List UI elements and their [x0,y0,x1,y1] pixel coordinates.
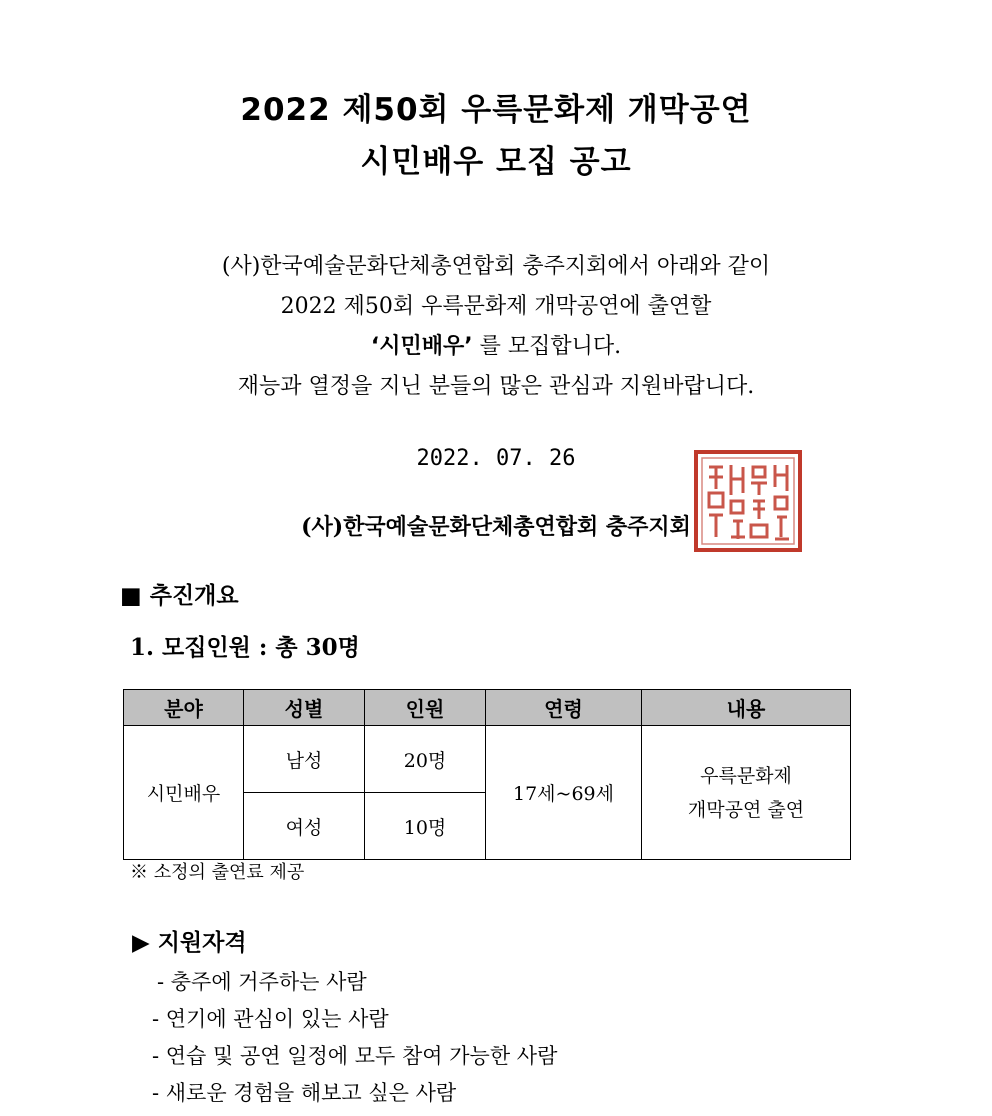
qualification-item: - 충주에 거주하는 사람 [157,970,367,994]
intro-line-1: (사)한국예술문화단체총연합회 충주지회에서 아래와 같이 [221,254,771,279]
notice-date: 2022. 07. 26 [416,446,576,471]
qualification-item: - 연기에 관심이 있는 사람 [152,1007,389,1031]
qualification-item: - 연습 및 공연 일정에 모두 참여 가능한 사람 [152,1044,558,1068]
fee-note: ※ 소정의 출연료 제공 [130,862,305,883]
notice-title-line1: 2022 제50회 우륵문화제 개막공연 [240,92,752,128]
overview-heading: ■ 추진개요 [120,583,239,609]
highlight-citizen-actor: ‘시민배우’ [370,334,473,359]
qualification-heading: ▶ 지원자격 [132,930,247,956]
official-seal-stamp [693,449,803,553]
recruit-count-line: 1. 모집인원 : 총 30명 [130,634,360,661]
table-header-row [124,690,851,726]
cell-content [642,726,851,860]
header-content: 내용 [642,690,851,726]
cell-age: 17세~69세 [486,726,642,860]
intro-line-3 [0,332,992,362]
cell-field: 시민배우 [124,726,244,860]
recruit-table [123,689,851,860]
notice-title-line2: 시민배우 모집 공고 [360,144,632,180]
header-gender: 성별 [244,690,365,726]
table-row [124,726,851,793]
qualification-item: - 새로운 경험을 해보고 싶은 사람 [152,1081,457,1105]
header-age: 연령 [486,690,642,726]
intro-line-2: 2022 제50회 우륵문화제 개막공연에 출연할 [280,294,712,319]
cell-gender: 남성 [244,726,365,793]
cell-gender: 여성 [244,793,365,860]
intro-line-3-rest: 를 모집합니다. [472,334,622,359]
cell-content-line1: 우륵문화제 [700,764,792,787]
header-field: 분야 [124,690,244,726]
header-count: 인원 [365,690,486,726]
cell-count: 20명 [365,726,486,793]
intro-line-4: 재능과 열정을 지닌 분들의 많은 관심과 지원바랍니다. [237,374,755,399]
cell-count: 10명 [365,793,486,860]
issuing-organization: (사)한국예술문화단체총연합회 충주지회 [301,514,691,540]
cell-content-line2: 개막공연 출연 [687,798,805,821]
